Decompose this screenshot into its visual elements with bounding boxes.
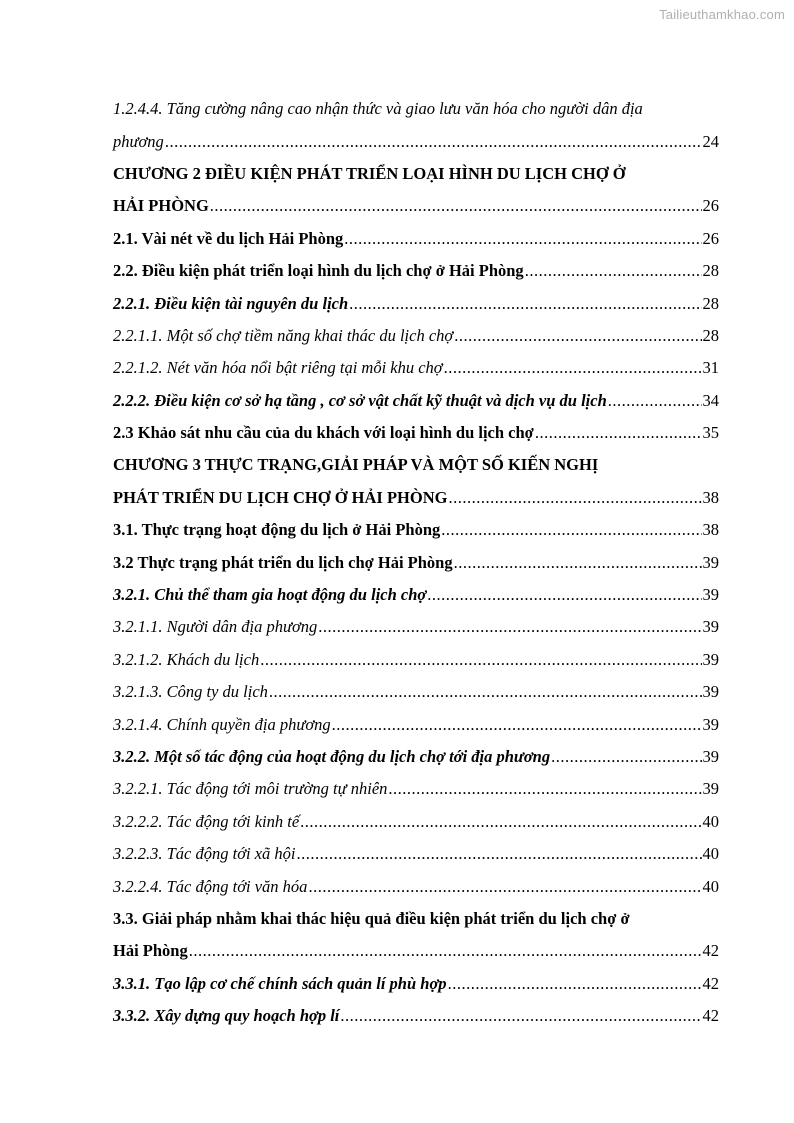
toc-leader-dots xyxy=(535,423,702,443)
toc-leader-dots xyxy=(448,488,701,508)
toc-entry[interactable] xyxy=(113,223,719,255)
toc-leader-dots xyxy=(525,261,702,281)
toc-entry[interactable] xyxy=(113,546,719,578)
toc-entry-title: 3.2.1.3. Công ty du lịch xyxy=(113,682,268,702)
toc-leader-dots xyxy=(344,229,701,249)
toc-entry[interactable] xyxy=(113,838,719,870)
toc-leader-dots xyxy=(454,553,702,573)
toc-entry-page: 42 xyxy=(702,1006,719,1026)
toc-entry-title: 3.2.1. Chủ thể tham gia hoạt động du lịch chợ xyxy=(113,585,427,605)
toc-entry-title: 2.2.2. Điều kiện cơ sở hạ tầng , cơ sở vật chất kỹ thuật và dịch vụ du lịch xyxy=(113,390,607,410)
toc-entry-page: 38 xyxy=(702,520,719,540)
toc-entry[interactable] xyxy=(113,611,719,643)
toc-entry-title: 3.2.2. Một số tác động của hoạt động du lịch chợ tới địa phương xyxy=(113,747,551,766)
toc-leader-dots xyxy=(260,650,701,670)
toc-entry-title: 3.3.1. Tạo lập cơ chế chính sách quản lí phù hợp xyxy=(113,973,447,993)
toc-entry[interactable] xyxy=(113,644,719,676)
toc-entry[interactable] xyxy=(113,935,719,967)
toc-entry-page: 39 xyxy=(702,617,719,637)
toc-entry[interactable]: CHƯƠNG 2 ĐIỀU KIỆN PHÁT TRIỂN LOẠI HÌNH DU LỊCH CHỢ Ở xyxy=(113,163,626,183)
toc-entry-title: phương xyxy=(113,131,164,151)
toc-leader-dots xyxy=(551,747,701,767)
toc-leader-dots xyxy=(332,715,702,735)
toc-entry-title: 3.2.1.1. Người dân địa phương xyxy=(113,617,318,637)
toc-entry-page: 26 xyxy=(702,196,719,216)
toc-leader-dots xyxy=(300,812,701,832)
toc-leader-dots xyxy=(297,844,702,864)
toc-entry-title: 3.2.2.3. Tác động tới xã hội xyxy=(113,844,296,864)
toc-entry[interactable] xyxy=(113,514,719,546)
toc-entry-title: 2.2.1. Điều kiện tài nguyên du lịch xyxy=(113,293,349,313)
toc-entry-title: 2.2.1.2. Nét văn hóa nổi bật riêng tại mỗi khu chợ xyxy=(113,358,443,378)
toc-entry[interactable] xyxy=(113,190,719,222)
toc-entry-title: 3.1. Thực trạng hoạt động du lịch ở Hải Phòng xyxy=(113,520,441,540)
toc-entry[interactable] xyxy=(113,352,719,384)
toc-entry-page: 39 xyxy=(702,682,719,702)
toc-entry-title: 2.3 Khảo sát nhu cầu của du khách với loại hình du lịch chợ xyxy=(113,423,534,443)
toc-entry-page: 39 xyxy=(702,552,719,572)
toc-entry[interactable] xyxy=(113,255,719,287)
toc-leader-dots xyxy=(349,294,701,314)
toc-entry-page: 40 xyxy=(702,844,719,864)
toc-entry-title: Hải Phòng xyxy=(113,941,188,961)
toc-entry-page: 28 xyxy=(702,325,719,345)
toc-entry[interactable] xyxy=(113,773,719,805)
toc-entry[interactable]: 1.2.4.4. Tăng cường nâng cao nhận thức và giao lưu văn hóa cho người dân địa xyxy=(113,99,643,118)
table-of-contents xyxy=(113,93,719,1032)
toc-entry[interactable] xyxy=(113,320,719,352)
toc-entry[interactable]: 3.3. Giải pháp nhằm khai thác hiệu quả điều kiện phát triển du lịch chợ ở xyxy=(113,908,630,928)
toc-entry[interactable] xyxy=(113,676,719,708)
toc-entry[interactable] xyxy=(113,287,719,319)
toc-entry-page: 39 xyxy=(702,714,719,734)
toc-entry-title: 3.3.2. Xây dựng quy hoạch hợp lí xyxy=(113,1006,340,1026)
toc-entry[interactable] xyxy=(113,417,719,449)
toc-leader-dots xyxy=(608,391,702,411)
toc-entry-page: 39 xyxy=(702,585,719,605)
toc-entry-title: 2.2.1.1. Một số chợ tiềm năng khai thác du lịch chợ xyxy=(113,325,454,345)
toc-entry-page: 24 xyxy=(702,131,719,151)
toc-entry-page: 42 xyxy=(702,973,719,993)
toc-entry-title: 3.2.1.4. Chính quyền địa phương xyxy=(113,714,331,734)
toc-leader-dots xyxy=(441,520,701,540)
toc-entry-page: 34 xyxy=(702,390,719,410)
toc-entry-page: 31 xyxy=(702,358,719,378)
toc-entry-page: 35 xyxy=(702,423,719,443)
toc-leader-dots xyxy=(388,779,701,799)
toc-entry-page: 39 xyxy=(702,747,719,766)
toc-leader-dots xyxy=(165,132,702,152)
toc-entry-page: 38 xyxy=(702,487,719,507)
toc-entry-title: PHÁT TRIỂN DU LỊCH CHỢ Ở HẢI PHÒNG xyxy=(113,487,448,507)
toc-entry-title: 2.1. Vài nét về du lịch Hải Phòng xyxy=(113,228,344,248)
toc-leader-dots xyxy=(444,358,702,378)
toc-entry-page: 39 xyxy=(702,649,719,669)
toc-entry[interactable] xyxy=(113,385,719,417)
toc-leader-dots xyxy=(189,941,702,961)
toc-leader-dots xyxy=(308,877,701,897)
toc-leader-dots xyxy=(454,326,701,346)
toc-entry-page: 28 xyxy=(702,293,719,313)
toc-entry-title: 3.2.2.1. Tác động tới môi trường tự nhiên xyxy=(113,779,388,799)
toc-entry-page: 26 xyxy=(702,228,719,248)
toc-entry[interactable] xyxy=(113,741,719,773)
toc-leader-dots xyxy=(210,196,702,216)
toc-entry-title: 3.2.2.2. Tác động tới kinh tế xyxy=(113,811,300,831)
toc-entry[interactable] xyxy=(113,579,719,611)
toc-entry[interactable]: CHƯƠNG 3 THỰC TRẠNG,GIẢI PHÁP VÀ MỘT SỐ KIẾN NGHỊ xyxy=(113,455,599,475)
toc-entry-title: 3.2.1.2. Khách du lịch xyxy=(113,649,260,669)
toc-entry-title: 3.2.2.4. Tác động tới văn hóa xyxy=(113,876,308,896)
toc-entry[interactable] xyxy=(113,708,719,740)
toc-entry[interactable] xyxy=(113,1000,719,1032)
toc-leader-dots xyxy=(318,617,701,637)
toc-entry[interactable] xyxy=(113,968,719,1000)
toc-entry-page: 39 xyxy=(702,779,719,799)
toc-entry-title: HẢI PHÒNG xyxy=(113,196,209,216)
toc-leader-dots xyxy=(427,585,701,605)
toc-entry-title: 2.2. Điều kiện phát triển loại hình du lịch chợ ở Hải Phòng xyxy=(113,261,524,281)
toc-leader-dots xyxy=(340,1006,701,1026)
toc-entry-title: 3.2 Thực trạng phát triển du lịch chợ Hải Phòng xyxy=(113,552,453,572)
toc-entry-page: 28 xyxy=(702,261,719,281)
toc-leader-dots xyxy=(448,974,702,994)
toc-entry-page: 40 xyxy=(702,876,719,896)
toc-entry[interactable] xyxy=(113,806,719,838)
toc-entry-page: 42 xyxy=(702,941,719,961)
toc-entry[interactable] xyxy=(113,125,719,157)
toc-entry[interactable] xyxy=(113,482,719,514)
toc-entry[interactable] xyxy=(113,870,719,902)
toc-leader-dots xyxy=(269,682,702,702)
watermark-text: Tailieuthamkhao.com xyxy=(659,7,785,22)
toc-entry-page: 40 xyxy=(702,811,719,831)
